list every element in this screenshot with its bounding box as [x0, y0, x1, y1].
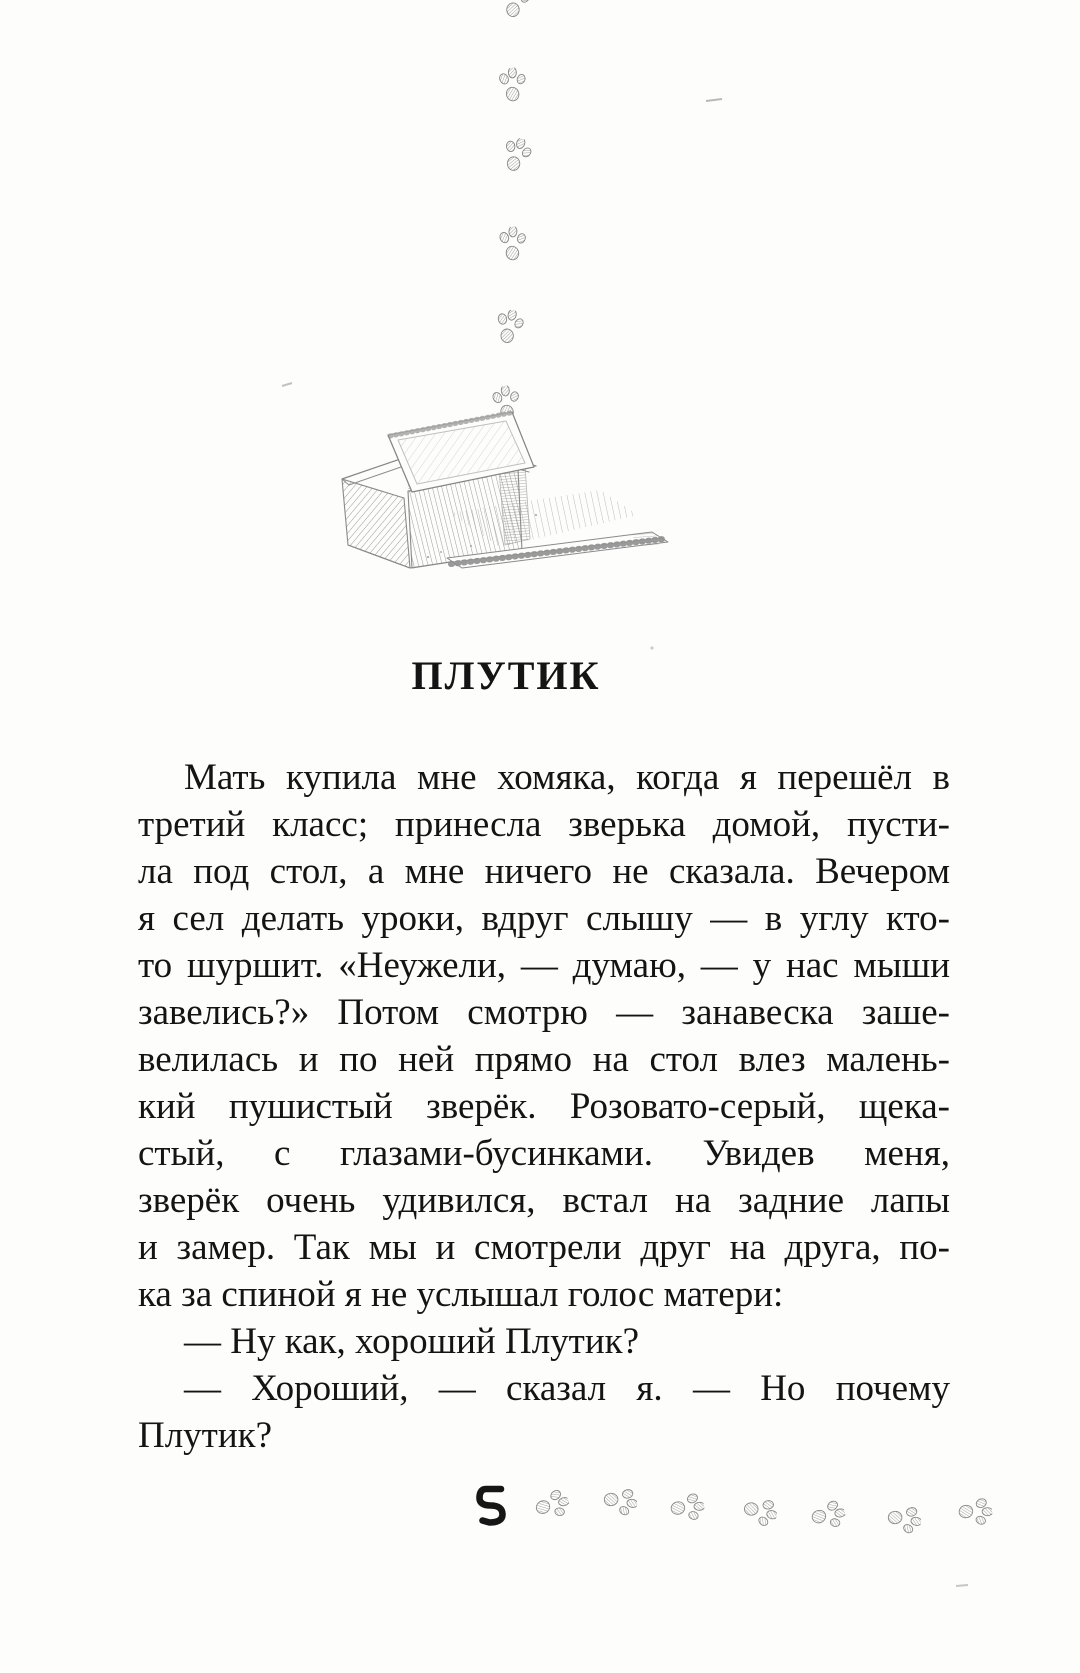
page-number	[474, 1482, 510, 1528]
text-line-13: — Ну как, хороший Плутик?	[184, 1321, 640, 1362]
paw-print-icon	[498, 225, 529, 262]
paw-print-icon	[494, 307, 527, 345]
text-line-7: велилась и по ней прямо на стол влез малень-	[138, 1039, 950, 1080]
text-line-5: то шуршит. «Неужели, — думаю, — у нас мыши	[138, 945, 950, 986]
paw-print-icon	[741, 1495, 780, 1529]
paw-trail-bottom	[532, 1486, 995, 1535]
paw-print-icon	[490, 382, 524, 421]
paw-print-icon	[500, 134, 536, 175]
paw-print-icon	[602, 1486, 639, 1517]
hamster-box-illustration	[342, 412, 668, 568]
chapter-title: ПЛУТИК	[411, 653, 601, 698]
paw-print-icon	[668, 1491, 707, 1525]
text-line-4: я сел делать уроки, вдруг слышу — в углу кто-	[138, 898, 950, 939]
text-line-8: кий пушистый зверёк. Розовато-серый, щека-	[138, 1086, 950, 1127]
text-line-3: ла под стол, а мне ничего не сказала. Вечером	[138, 851, 950, 892]
paw-print-icon	[499, 0, 533, 20]
text-line-11: и замер. Так мы и смотрели друг на друга, по-	[138, 1227, 950, 1268]
text-line-10: зверёк очень удивился, встал на задние лапы	[138, 1180, 950, 1221]
paw-print-icon	[808, 1497, 849, 1533]
text-line-15: Плутик?	[138, 1415, 273, 1456]
story-text	[138, 754, 950, 1459]
text-line-2: третий класс; принесла зверька домой, пусти-	[138, 804, 950, 845]
page-number-value	[474, 1482, 475, 1483]
paw-print-icon	[532, 1486, 574, 1524]
paw-print-icon	[957, 1497, 994, 1528]
paw-print-icon	[886, 1504, 923, 1535]
text-line-6: завелись?» Потом смотрю — занавеска заше-	[138, 992, 950, 1033]
text-line-14: — Хороший, — сказал я. — Но почему	[184, 1368, 950, 1409]
paw-trail-top	[490, 0, 535, 422]
text-line-9: стый, с глазами-бусинками. Увидев меня,	[138, 1133, 950, 1174]
text-line-12: ка за спиной я не услышал голос матери:	[138, 1274, 784, 1315]
text-line-1: Мать купила мне хомяка, когда я перешёл в	[184, 757, 950, 798]
paw-print-icon	[497, 65, 529, 103]
